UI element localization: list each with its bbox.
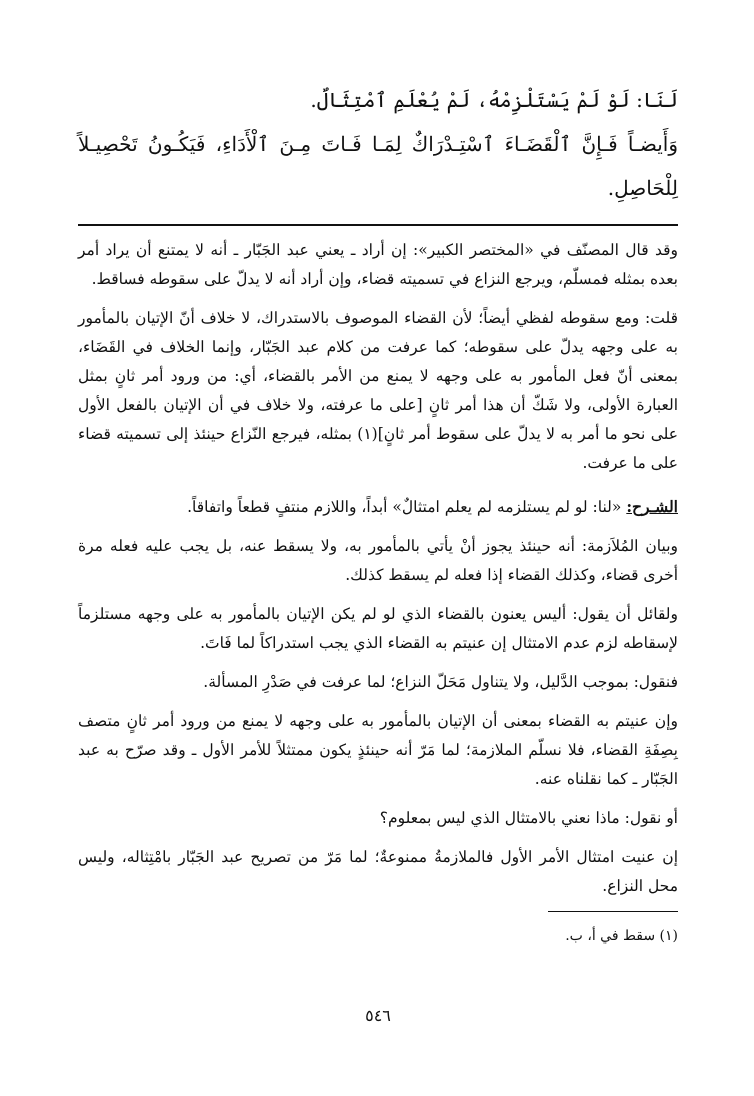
page [78,78,678,1038]
paragraph-1: وقد قال المصنّف في «المختصر الكبير»: إن أراد ـ يعني عبد الجَبّار ـ أنه لا يمتنع أن يراد أمر بعده بمثله فمسلّم، ويرجع النزاع في تسميته قضاء، وإن أراد أنه لا يدلّ على سقوطه فساقط. [78,241,678,288]
paragraph-6: وإن عنيتم به القضاء بمعنى أن الإتيان بالمأمور به على وجهه لا يمنع من ورود أمر ثانٍ متصف بِصِفَةِ القضاء، فلا نسلّم الملازمة؛ لما مَرّ أنه حينئذٍ يكون ممتثلاً للأمر الأول ـ وقد صرّح به عبد الجَبّار ـ كما نقلناه عنه. [78,712,678,788]
paragraph-8: إن عنيت امتثال الأمر الأول فالملازمةُ ممنوعةٌ؛ لما مَرّ من تصريح عبد الجَبّار بامْتِثاله، وليس محل النزاع. [78,848,678,895]
matn-line-1: لَنَا: لَوْ لَمْ يَسْتَلْزِمْهُ، لَمْ يُعْلَمِ ٱمْتِثَالٌ. [310,88,678,112]
sharh-paragraph [78,492,678,522]
sharh-label: الشـرح: [626,497,678,516]
matn-text [78,78,678,210]
paragraph-4: ولقائل أن يقول: أليس يعنون بالقضاء الذي لو لم يكن الإتيان بالمأمور به على وجهه مستلزماً لإسقاطه لزم عدم الامتثال إن عنيتم به القضاء الذي يجب استدراكاً لما فَاتَ. [78,605,678,652]
footnote-divider [548,911,678,912]
paragraph-7: أو نقول: ماذا نعني بالامتثال الذي ليس بمعلوم؟ [379,809,678,827]
paragraph-3: وبيان المُلاَزمة: أنه حينئذ يجوز أنْ يأتي بالمأمور به، ولا يسقط عنه، بل يجب عليه فعله مرة أخرى قضاء، وكذلك القضاء إذا فعله لم يسقط كذلك. [78,537,678,584]
paragraph-2: قلت: ومع سقوطه لفظي أيضاً؛ لأن القضاء الموصوف بالاستدراك، لا خلاف أنّ الإتيان بالمأمور به على وجهه يدلّ على سقوطه؛ كما عرفت من كلام عبد الجَبّار، وإنما الخلاف في القَضَاء، بمعنى أنّ فعل المأمور به على وجهه لا يمنع من الأمر بالقضاء، أي: من ورود أمر ثانٍ بمثل العبارة الأولى، ولا شَكّ أن هذا أمر ثانٍ [على ما عرفته، ولا خلاف في أن الإتيان بالفعل الأول على نحو ما أمر به لا يدلّ على سقوط أمر ثانٍ](١) بمثله، فيرجع النّزاع حينئذ إلى تسميته قضاء على ما عرفت. [78,309,678,472]
paragraph-5: فنقول: بموجب الدَّليل، ولا يتناول مَحَلّ النزاع؛ لما عرفت في صَدْرِ المسألة. [203,673,678,691]
section-divider [78,224,678,226]
footnote: (١) سقط في أ، ب. [565,928,678,944]
sharh-text: «لنا: لو لم يستلزمه لم يعلم امتثالٌ» أبداً، واللازم منتفٍ قطعاً واتفاقاً. [187,498,622,516]
matn-line-2: وَأَيضـاً فَـإِنَّ ٱلْقَضَـاءَ ٱسْتِـدْرَاكٌ لِمَـا فَـاتَ مِـنَ ٱلْأَدَاءِ، فَيَكُـونُ تَحْصِيـلاً لِلْحَاصِلِ. [78,132,678,200]
page-number: ٥٤٦ [365,1006,391,1025]
commentary [78,236,678,901]
